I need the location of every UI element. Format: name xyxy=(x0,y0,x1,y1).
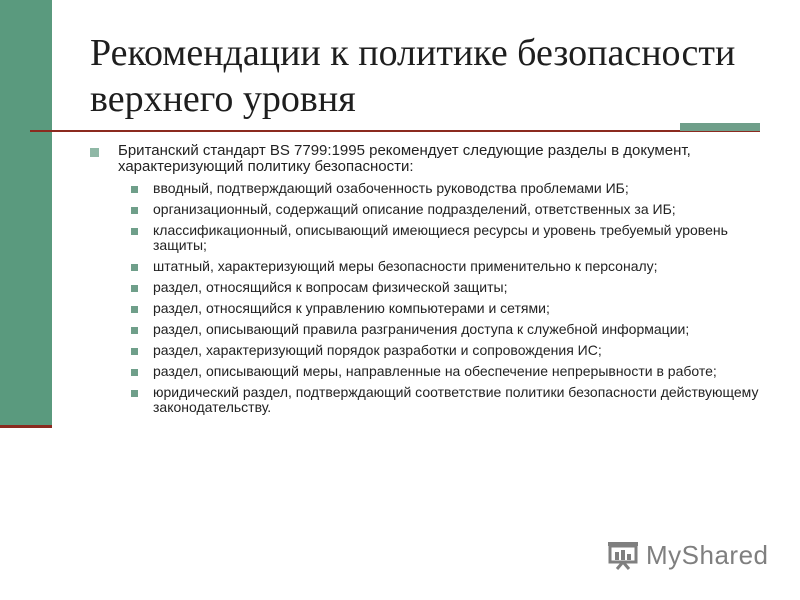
title-divider-accent xyxy=(680,123,760,131)
main-bullet-text: Британский стандарт BS 7799:1995 рекомендует следующие разделы в документ, характеризующий политику безопасности: xyxy=(118,142,691,175)
sub-bullet xyxy=(90,259,760,274)
title-divider xyxy=(30,130,760,132)
sub-bullet-text: юридический раздел, подтверждающий соответствие политики безопасности действующему законодательству. xyxy=(153,384,759,415)
sub-bullet xyxy=(90,181,760,196)
sidebar-accent xyxy=(0,0,52,425)
sub-bullet-text: раздел, описывающий меры, направленные на обеспечение непрерывности в работе; xyxy=(153,363,717,379)
sub-bullet-text: раздел, относящийся к управлению компьютерами и сетями; xyxy=(153,300,550,316)
sub-bullet-text: раздел, относящийся к вопросам физической защиты; xyxy=(153,279,508,295)
sub-bullet-text: раздел, описывающий правила разграничения доступа к служебной информации; xyxy=(153,321,690,337)
square-bullet-icon xyxy=(131,264,138,271)
presentation-board-icon xyxy=(606,540,642,570)
square-bullet-icon xyxy=(131,390,138,397)
square-bullet-icon xyxy=(131,369,138,376)
main-bullet xyxy=(90,143,760,175)
sub-bullet-text: классификационный, описывающий имеющиеся ресурсы и уровень требуемый уровень защиты; xyxy=(153,222,728,253)
sub-bullet xyxy=(90,280,760,295)
sidebar-accent-foot xyxy=(0,425,52,428)
sub-bullet xyxy=(90,322,760,337)
sub-bullet-text: вводный, подтверждающий озабоченность руководства проблемами ИБ; xyxy=(153,180,629,196)
watermark-text: MyShared xyxy=(646,539,769,570)
sub-bullet xyxy=(90,364,760,379)
sub-bullet xyxy=(90,385,760,415)
sub-bullet xyxy=(90,343,760,358)
slide-content xyxy=(90,143,760,421)
square-bullet-icon xyxy=(131,285,138,292)
watermark-logo xyxy=(606,538,769,572)
square-bullet-icon xyxy=(131,186,138,193)
sub-bullet-list xyxy=(90,181,760,415)
sub-bullet xyxy=(90,223,760,253)
square-bullet-icon xyxy=(131,327,138,334)
square-bullet-icon xyxy=(131,348,138,355)
square-bullet-icon xyxy=(131,228,138,235)
sub-bullet xyxy=(90,202,760,217)
sub-bullet-text: раздел, характеризующий порядок разработки и сопровождения ИС; xyxy=(153,342,602,358)
square-bullet-icon xyxy=(90,148,99,157)
square-bullet-icon xyxy=(131,207,138,214)
sub-bullet-text: организационный, содержащий описание подразделений, ответственных за ИБ; xyxy=(153,201,676,217)
sub-bullet xyxy=(90,301,760,316)
square-bullet-icon xyxy=(131,306,138,313)
sub-bullet-text: штатный, характеризующий меры безопасности применительно к персоналу; xyxy=(153,258,658,274)
slide-title: Рекомендации к политике безопасности верхнего уровня xyxy=(90,32,736,120)
